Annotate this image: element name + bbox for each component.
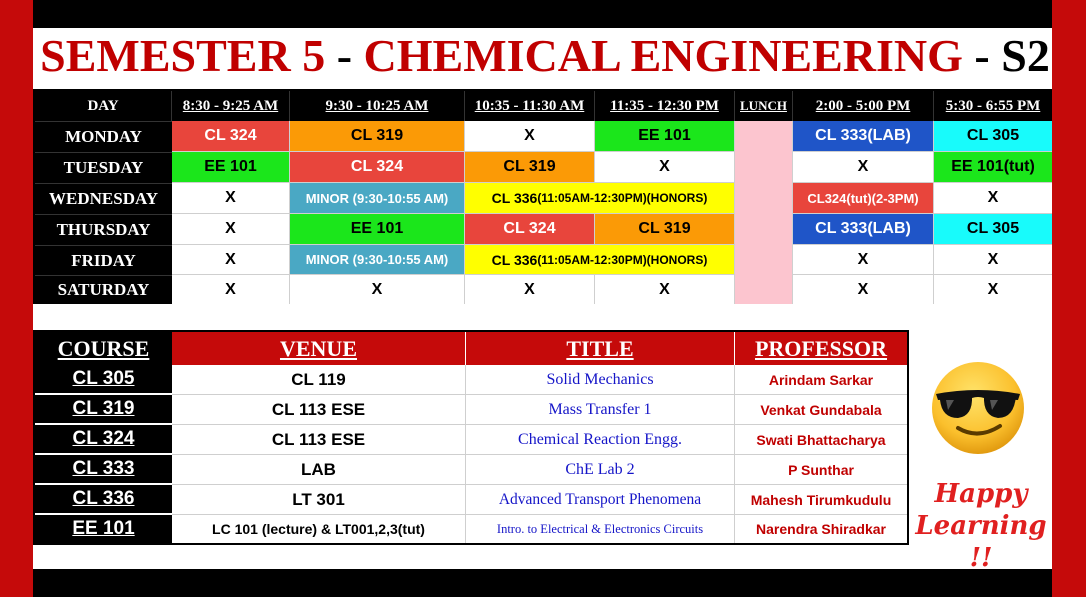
course-title: Intro. to Electrical & Electronics Circuits <box>466 515 735 543</box>
schedule-cell: X <box>793 152 934 183</box>
course-title: Chemical Reaction Engg. <box>466 425 735 455</box>
schedule-cell: EE 101 <box>172 152 290 183</box>
day-label-wednesday: WEDNESDAY <box>35 183 172 214</box>
schedule-cell: EE 101 <box>290 214 465 245</box>
schedule-cell: X <box>172 183 290 214</box>
learning-line: Learning !! <box>915 511 1047 573</box>
schedule-cell: X <box>465 121 595 152</box>
course-title: Solid Mechanics <box>466 365 735 395</box>
course-table <box>33 330 909 545</box>
day-label-thursday: THURSDAY <box>35 214 172 245</box>
header-day: DAY <box>35 91 172 121</box>
page-title <box>40 30 1050 82</box>
minor-cell: MINOR (9:30-10:55 AM) <box>290 183 465 214</box>
schedule-cell: CL 319 <box>465 152 595 183</box>
title-semester: SEMESTER 5 <box>40 30 326 81</box>
schedule-cell: CL 324 <box>172 121 290 152</box>
top-frame-bar <box>33 0 1052 28</box>
course-venue: CL 113 ESE <box>172 395 466 425</box>
lunch-break-cell <box>735 121 793 304</box>
course-professor: Arindam Sarkar <box>735 365 907 395</box>
schedule-cell: CL 305 <box>934 214 1052 245</box>
schedule-cell: CL 324 <box>290 152 465 183</box>
course-title: ChE Lab 2 <box>466 455 735 485</box>
course-code: CL 333 <box>35 455 172 485</box>
day-label-friday: FRIDAY <box>35 245 172 275</box>
happy-learning-text <box>910 478 1052 573</box>
schedule-cell: CL 333(LAB) <box>793 121 934 152</box>
course-venue: CL 119 <box>172 365 466 395</box>
honors-cell <box>465 245 735 275</box>
course-venue: CL 113 ESE <box>172 425 466 455</box>
schedule-cell: X <box>595 152 735 183</box>
day-label-monday: MONDAY <box>35 121 172 152</box>
schedule-cell: CL 319 <box>290 121 465 152</box>
honors-code: CL 336 <box>491 190 538 206</box>
venue-header: VENUE <box>172 332 466 365</box>
course-professor: Mahesh Tirumkudulu <box>735 485 907 515</box>
schedule-cell: X <box>934 245 1052 275</box>
day-label-tuesday: TUESDAY <box>35 152 172 183</box>
header-lunch: LUNCH <box>735 91 793 121</box>
honors-code: CL 336 <box>491 251 538 268</box>
schedule-cell: X <box>934 275 1052 304</box>
title-separator: - <box>325 30 364 81</box>
schedule-cell: X <box>172 275 290 304</box>
title-header: TITLE <box>466 332 735 365</box>
schedule-cell: X <box>172 214 290 245</box>
course-title: Advanced Transport Phenomena <box>466 485 735 515</box>
schedule-cell: CL 305 <box>934 121 1052 152</box>
honors-detail: (11:05AM-12:30PM)(HONORS) <box>537 191 708 205</box>
course-title: Mass Transfer 1 <box>466 395 735 425</box>
schedule-cell: EE 101 <box>595 121 735 152</box>
timetable <box>33 89 1052 304</box>
schedule-cell: X <box>172 245 290 275</box>
header-slot-2: 9:30 - 10:25 AM <box>290 91 465 121</box>
course-code: CL 324 <box>35 425 172 455</box>
course-code: CL 336 <box>35 485 172 515</box>
honors-cell <box>465 183 735 214</box>
title-separator: - <box>962 30 1002 81</box>
course-header: COURSE <box>35 332 172 365</box>
happy-line: Happy <box>934 479 1028 509</box>
header-slot-5: 2:00 - 5:00 PM <box>793 91 934 121</box>
course-professor: P Sunthar <box>735 455 907 485</box>
schedule-cell: EE 101(tut) <box>934 152 1052 183</box>
header-slot-6: 5:30 - 6:55 PM <box>934 91 1052 121</box>
schedule-cell: CL 324 <box>465 214 595 245</box>
course-venue: LC 101 (lecture) & LT001,2,3(tut) <box>172 515 466 543</box>
bottom-frame-bar <box>33 569 1052 597</box>
sunglasses-emoji-icon <box>926 360 1030 456</box>
header-slot-1: 8:30 - 9:25 AM <box>172 91 290 121</box>
day-label-saturday: SATURDAY <box>35 275 172 304</box>
course-code: EE 101 <box>35 515 172 543</box>
right-frame-bar <box>1052 0 1086 597</box>
course-professor: Swati Bhattacharya <box>735 425 907 455</box>
schedule-cell: X <box>934 183 1052 214</box>
course-professor: Venkat Gundabala <box>735 395 907 425</box>
professor-header: PROFESSOR <box>735 332 907 365</box>
course-professor: Narendra Shiradkar <box>756 521 886 537</box>
schedule-cell: X <box>465 275 595 304</box>
schedule-cell: X <box>793 275 934 304</box>
course-code: CL 305 <box>35 365 172 395</box>
honors-detail: (11:05AM-12:30PM)(HONORS) <box>537 252 708 267</box>
schedule-cell: X <box>290 275 465 304</box>
course-venue: LAB <box>172 455 466 485</box>
schedule-cell: X <box>793 245 934 275</box>
schedule-cell: CL 333(LAB) <box>793 214 934 245</box>
title-section: S2 <box>1001 30 1050 81</box>
course-code: CL 319 <box>35 395 172 425</box>
course-venue: LT 301 <box>172 485 466 515</box>
header-slot-3: 10:35 - 11:30 AM <box>465 91 595 121</box>
schedule-cell: CL324(tut)(2-3PM) <box>793 183 934 214</box>
left-frame-bar <box>0 0 33 597</box>
title-department: CHEMICAL ENGINEERING <box>363 30 963 81</box>
schedule-cell: X <box>595 275 735 304</box>
minor-cell: MINOR (9:30-10:55 AM) <box>290 245 465 275</box>
schedule-cell: CL 319 <box>595 214 735 245</box>
header-slot-4: 11:35 - 12:30 PM <box>595 91 735 121</box>
